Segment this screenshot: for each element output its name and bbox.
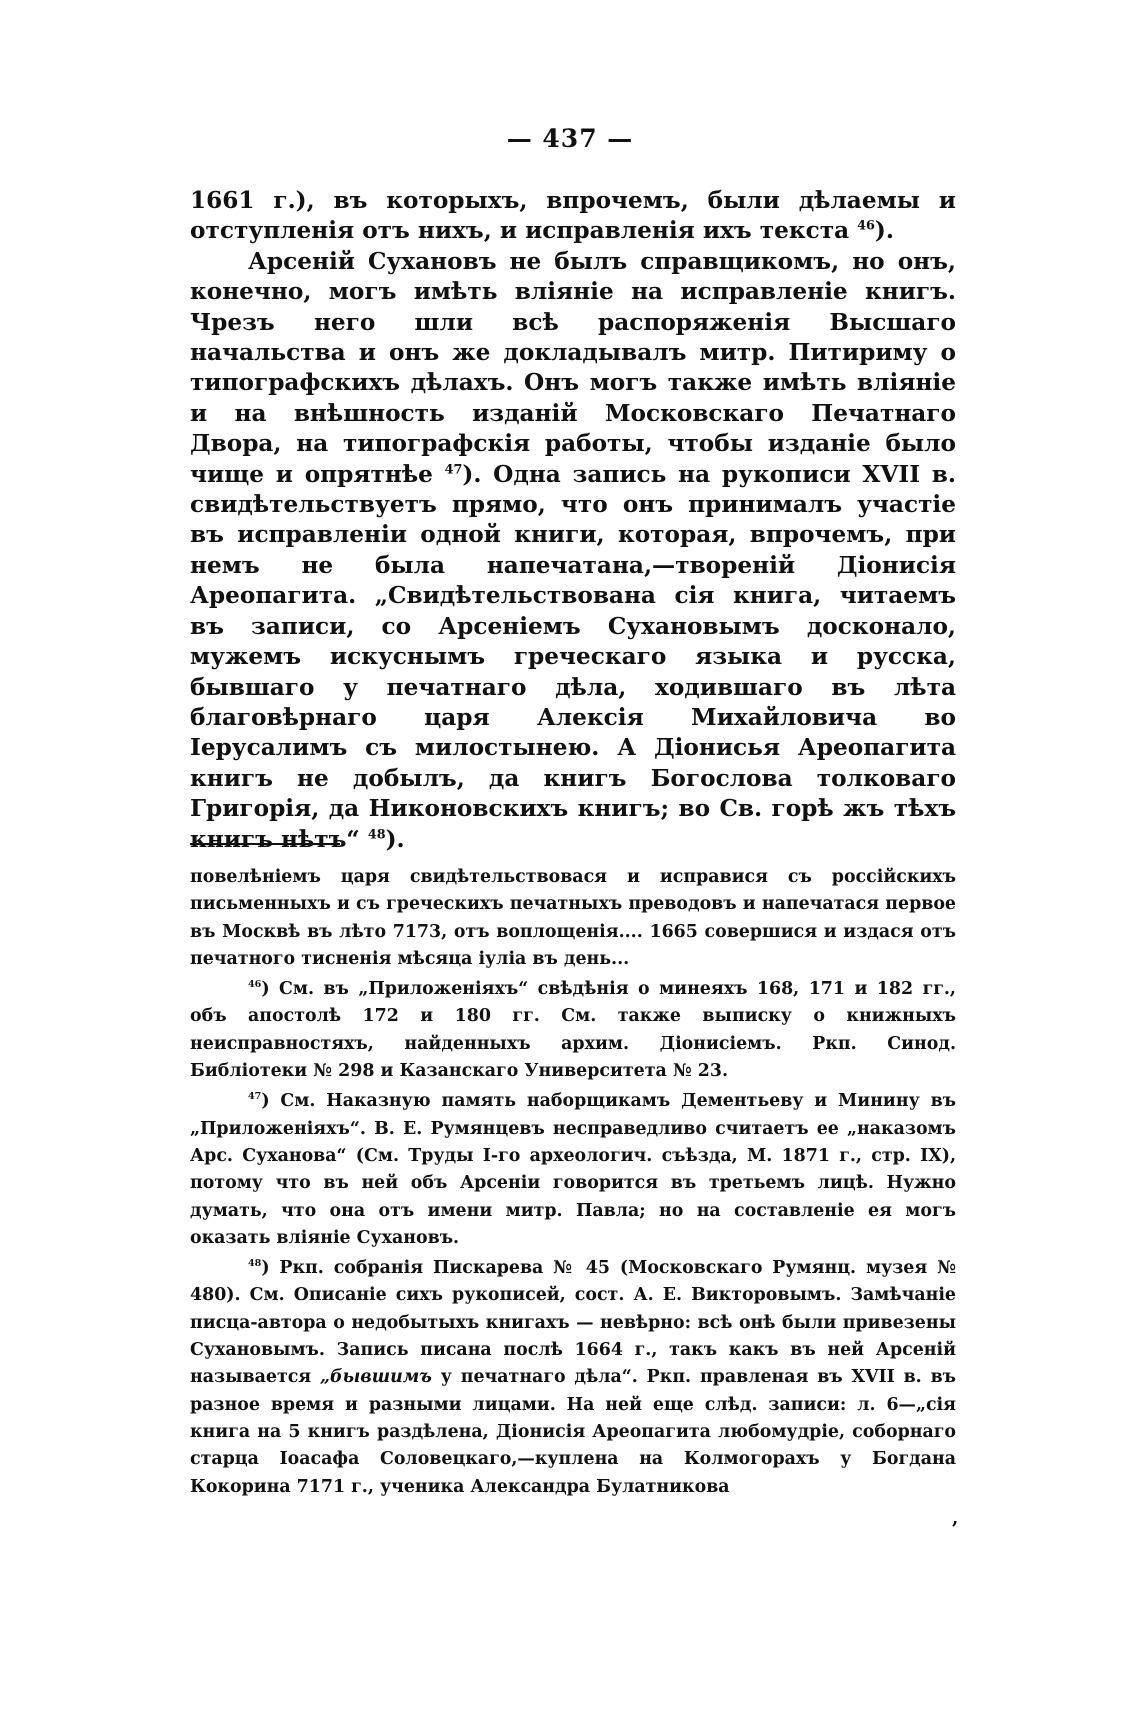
footnote-48-italic: „бывшимъ — [320, 1367, 432, 1388]
page-number: — 437 — — [506, 124, 634, 153]
footnote-ref-47: 47 — [444, 461, 463, 477]
footnote-ref-48: 48 — [367, 826, 386, 842]
paragraph-2 — [190, 247, 956, 855]
footnote-46-number: 46 — [248, 979, 262, 991]
footnote-46-text: ) См. въ „Приложеніяхъ“ свѣдѣнія о минеяхъ 168, 171 и 182 гг., объ апостолѣ 172 и 180 гг. См. также выписку о книжныхъ неисправностяхъ, найденныхъ архим. Діонисіемъ. Ркп. Синод. Библіотеки № 298 и Казанскаго Университета № 23. — [190, 979, 956, 1082]
footnote-47-text: ) См. Наказную память наборщикамъ Дементьеву и Минину въ „Приложеніяхъ“. В. Е. Румянцевъ несправедливо считаетъ ее „наказомъ Арс. Суханова“ (См. Труды I-го археологич. съѣзда, М. 1871 г., стр. IX), потому что въ ней объ Арсеніи говорится въ третьемъ лицѣ. Нужно думать, что она отъ имени митр. Павла; но на составленіе ея могъ оказать вліяніе Сухановъ. — [190, 1091, 956, 1248]
paragraph-2-end: ). — [385, 825, 405, 853]
footnote-48-text-a: ) Ркп. собранія Пискарева № 45 (Московскаго Румянц. музея № 480). См. Описаніе сихъ рукописей, сост. А. Е. Викторовымъ. Замѣчаніе писца-автора о недобытыхъ книгахъ — невѣрно: всѣ онѣ были привезены Сухановымъ. Запись писана послѣ 1664 г., такъ какъ въ ней Арсеній называется — [190, 1258, 956, 1388]
stray-comma-mark: , — [952, 1508, 959, 1529]
footnote-ref-46: 46 — [857, 218, 875, 234]
footnote-46 — [190, 976, 956, 1085]
footnote-48-text-b: у печатнаго дѣла“. Ркп. правленая въ XVII в. въ разное время и разными лицами. На ней еще слѣд. записи: л. 6—„сія книга на 5 книгъ раздѣлена, Діонисія Ареопагита любомудріе, соборнаго старца Іоасафа Соловецкаго,—куплена на Колмогорахъ у Богдана Кокорина 7171 г., ученика Александра Булатникова — [190, 1367, 956, 1497]
footnotes — [190, 864, 956, 1504]
paragraph-1 — [190, 186, 956, 247]
paragraph-2-text-b: ). Одна запись на рукописи XVII в. свидѣтельствуетъ прямо, что онъ принималъ участіе въ исправленіи одной книги, которая, впрочемъ, при немъ не была напечатана,—твореній Діонисія Ареопагита. „Свидѣтельствована сія книга, читаемъ въ записи, со Арсеніемъ Сухановымъ досконало, мужемъ искуснымъ греческаго языка и русска, бывшаго у печатнаго дѣла, ходившаго въ лѣта благовѣрнаго царя Алексія Михайловича во Іерусалимъ съ милостынею. А Діонисья Ареопагита книгъ не добылъ, да книгъ Богослова толковаго Григорія, да Никоновскихъ книгъ; во Св. горѣ жъ тѣхъ книгъ нѣтъ“ — [190, 460, 956, 853]
footnote-48 — [190, 1255, 956, 1501]
paragraph-2-text-a: Арсеній Сухановъ не былъ справщикомъ, но онъ, конечно, могъ имѣть вліяніе на исправленіе книгъ. Чрезъ него шли всѣ распоряженія Высшаго начальства и онъ же докладывалъ митр. Питириму о типографскихъ дѣлахъ. Онъ могъ также имѣть вліяніе и на внѣшность изданій Московскаго Печатнаго Двора, на типографскія работы, чтобы изданіе было чище и опрятнѣе — [190, 247, 956, 488]
paragraph-1-end: ). — [874, 217, 894, 245]
main-text — [190, 186, 956, 855]
footnote-48-number: 48 — [248, 1258, 262, 1270]
footnote-47-number: 47 — [248, 1091, 262, 1103]
footnote-divider — [190, 843, 340, 845]
footnote-continuation: повелѣніемъ царя свидѣтельствовася и исправися съ россійскихъ письменныхъ и съ греческихъ печатныхъ преводовъ и напечатася первое въ Москвѣ въ лѣто 7173, отъ воплощенія.... 1665 совершися и издася отъ печатного тисненія мѣсяца іуліа въ день... — [190, 867, 956, 969]
footnote-47 — [190, 1088, 956, 1252]
paragraph-1-text: 1661 г.), въ которыхъ, впрочемъ, были дѣлаемы и отступленія отъ нихъ, и исправленія ихъ текста — [190, 187, 956, 245]
